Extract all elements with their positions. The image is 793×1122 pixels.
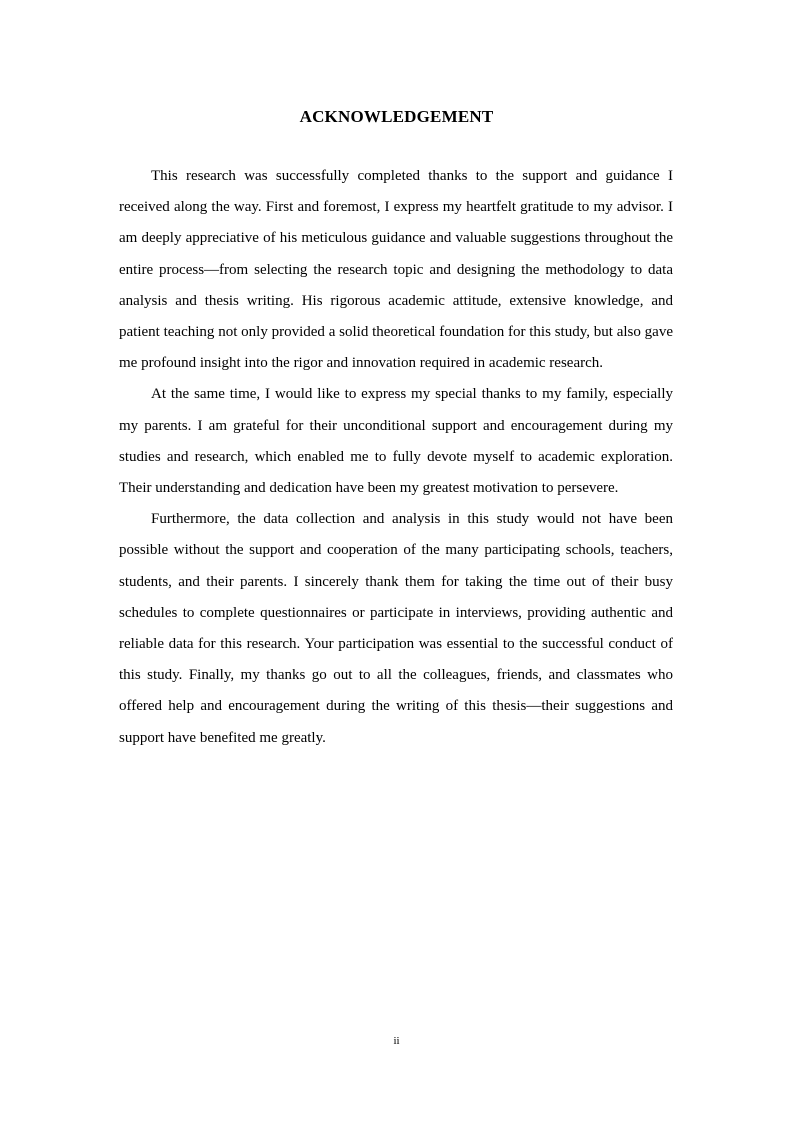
paragraph-2: At the same time, I would like to express my special thanks to my family, especially my parents. I am grateful for their unconditional support and encouragement during my studies and research, which enabled me to fully devote myself to academic exploration. Their understanding and dedication have been my greatest motivation to persevere. <box>119 386 673 497</box>
paragraph-1: This research was successfully completed thanks to the support and guidance I received along the way. First and foremost, I express my heartfelt gratitude to my advisor. I am deeply appreciative of his meticulous guidance and valuable suggestions throughout the entire process—from selecting the research topic and designing the methodology to data analysis and thesis writing. His rigorous academic attitude, extensive knowledge, and patient teaching not only provided a solid theoretical foundation for this study, but also gave me profound insight into the rigor and innovation required in academic research. <box>119 168 673 372</box>
paragraph-3: Furthermore, the data collection and analysis in this study would not have been possible without the support and cooperation of the many participating schools, teachers, students, and their parents. I sincerely thank them for taking the time out of their busy schedules to complete questionnaires or participate in interviews, providing authentic and reliable data for this research. Your participation was essential to the successful conduct of this study. Finally, my thanks go out to all the colleagues, friends, and classmates who offered help and encouragement during the writing of this thesis—their suggestions and support have benefited me greatly. <box>119 511 673 746</box>
page-number: ii <box>393 1035 400 1047</box>
acknowledgement-body <box>119 161 673 754</box>
page-title: ACKNOWLEDGEMENT <box>299 107 494 126</box>
